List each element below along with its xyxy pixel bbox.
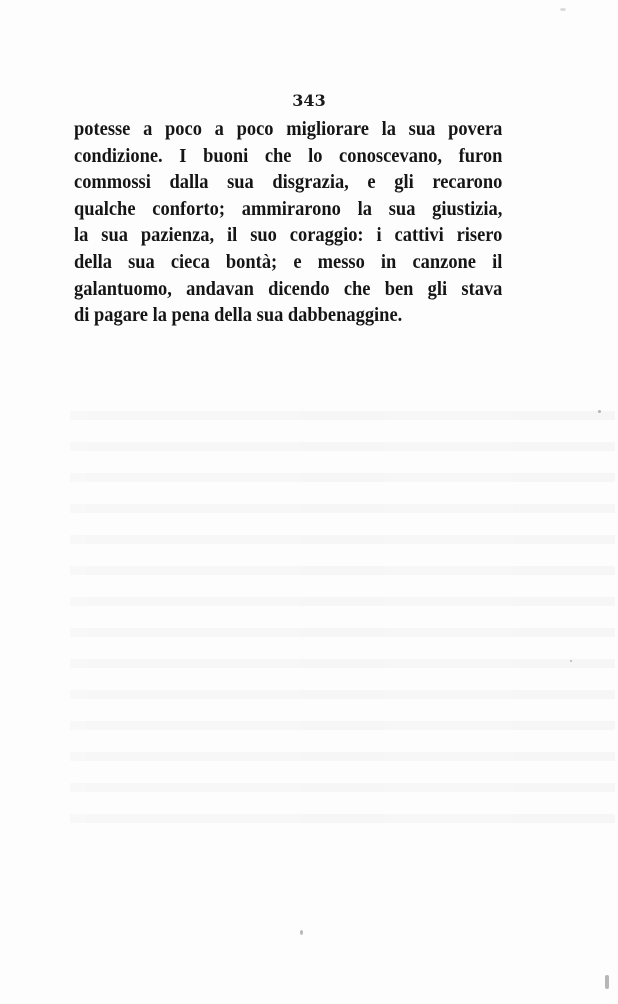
text-line: di pagare la pena della sua dabbenaggine. [74,304,403,327]
show-through-text [70,395,615,845]
paper-speck [300,930,303,935]
body-text [74,116,502,329]
paper-speck [598,410,601,413]
paper-speck [605,975,609,989]
text-line: qualche conforto; ammirarono la sua giustizia, [74,197,503,220]
paper-speck [570,660,572,662]
text-line: galantuomo, andavan dicendo che ben gli stava [74,277,503,300]
text-line: condizione. I buoni che lo conoscevano, furon [74,144,503,167]
text-line: della sua cieca bontà; e messo in canzone il [74,250,503,273]
text-line: commossi dalla sua disgrazia, e gli recarono [74,171,503,194]
text-line: potesse a poco a poco migliorare la sua povera [74,118,503,140]
page-number: 343 [292,91,326,110]
text-line: la sua pazienza, il suo coraggio: i cattivi risero [74,224,503,247]
paper-speck [560,8,566,11]
